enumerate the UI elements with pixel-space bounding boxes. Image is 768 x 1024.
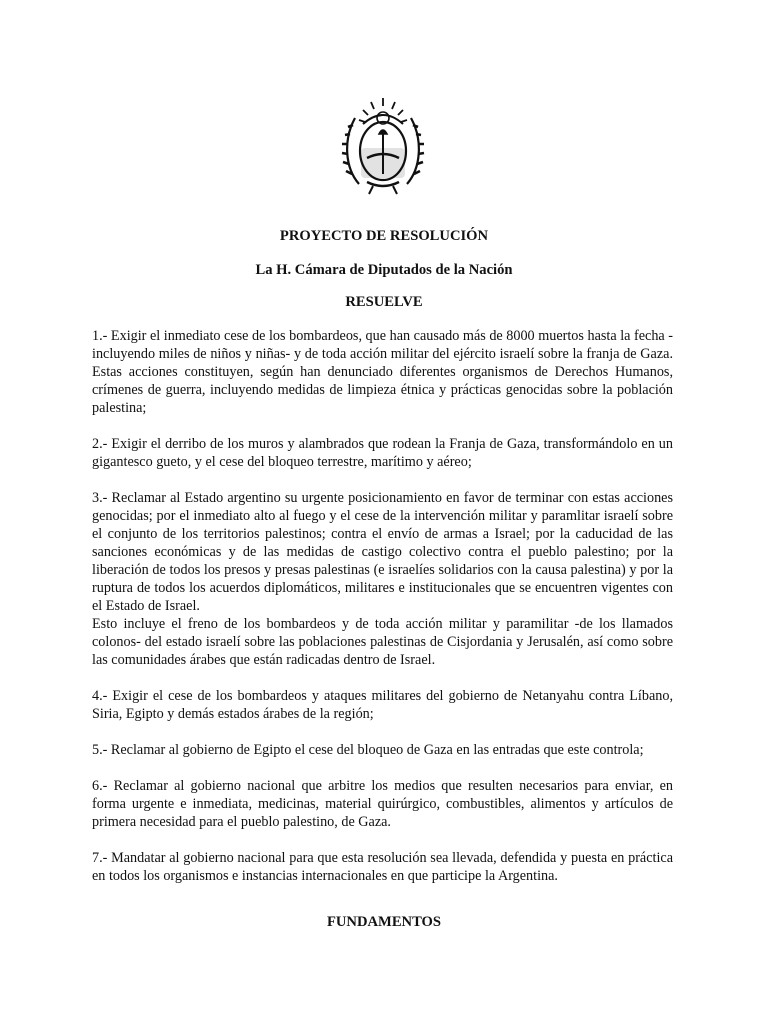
resolution-item-3: 3.- Reclamar al Estado argentino su urgente posicionamiento en favor de terminar con estas acciones genocidas; por el inmediato alto al fuego y el cese de la intervención militar y paramlitar israelí sobre el conjunto de los territorios palestinos; contra el envío de armas a Israel; por la caducidad de las sanciones económicas y de las medidas de castigo colectivo contra el pueblo palestino; por la liberación de todos los presos y presas palestinas (e israelíes solidarios con la causa palestina) y por la ruptura de todos los acuerdos diplomáticos, militares e institucionales que se encuentren vigentes con el Estado de Israel. [92, 490, 673, 614]
document-title: PROYECTO DE RESOLUCIÓN [279, 228, 489, 244]
resolution-item-6: 6.- Reclamar al gobierno nacional que arbitre los medios que resulten necesarios para enviar, en forma urgente e inmediata, medicinas, material quirúrgico, combustibles, alimentos y artículos de primera necesidad para el pueblo palestino, de Gaza. [92, 778, 673, 830]
resolution-item-7: 7.- Mandatar al gobierno nacional para que esta resolución sea llevada, defendida y puesta en práctica en todos los organismos e instancias internacionales en que participe la Argentina. [92, 850, 673, 884]
coat-of-arms-icon [337, 88, 429, 198]
resolution-item-1: 1.- Exigir el inmediato cese de los bombardeos, que han causado más de 8000 muertos hasta la fecha -incluyendo miles de niños y niñas- y de toda acción militar del ejército israelí sobre la franja de Gaza. Estas acciones constituyen, según han denunciado diferentes organismos de Derechos Humanos, crímenes de guerra, incluyendo medidas de limpieza étnica y prácticas genocidas sobre la población palestina; [92, 328, 673, 416]
resolution-item-2: 2.- Exigir el derribo de los muros y alambrados que rodean la Franja de Gaza, transformándolo en un gigantesco gueto, y el cese del bloqueo terrestre, marítimo y aéreo; [92, 436, 673, 470]
resolution-item-4: 4.- Exigir el cese de los bombardeos y ataques militares del gobierno de Netanyahu contra Líbano, Siria, Egipto y demás estados árabes de la región; [92, 688, 673, 722]
resolution-item-3-continuation: Esto incluye el freno de los bombardeos y de toda acción militar y paramilitar -de los llamados colonos- del estado israelí sobre las poblaciones palestinas de Cisjordania y Jerusalén, así como sobre las comunidades árabes que están radicadas dentro de Israel. [92, 616, 673, 668]
resolution-body [92, 327, 673, 885]
resolves-heading: RESUELVE [345, 294, 423, 310]
resolution-item-5: 5.- Reclamar al gobierno de Egipto el cese del bloqueo de Gaza en las entradas que este controla; [92, 742, 644, 758]
fundamentos-heading: FUNDAMENTOS [326, 914, 442, 930]
chamber-name: La H. Cámara de Diputados de la Nación [255, 262, 513, 278]
